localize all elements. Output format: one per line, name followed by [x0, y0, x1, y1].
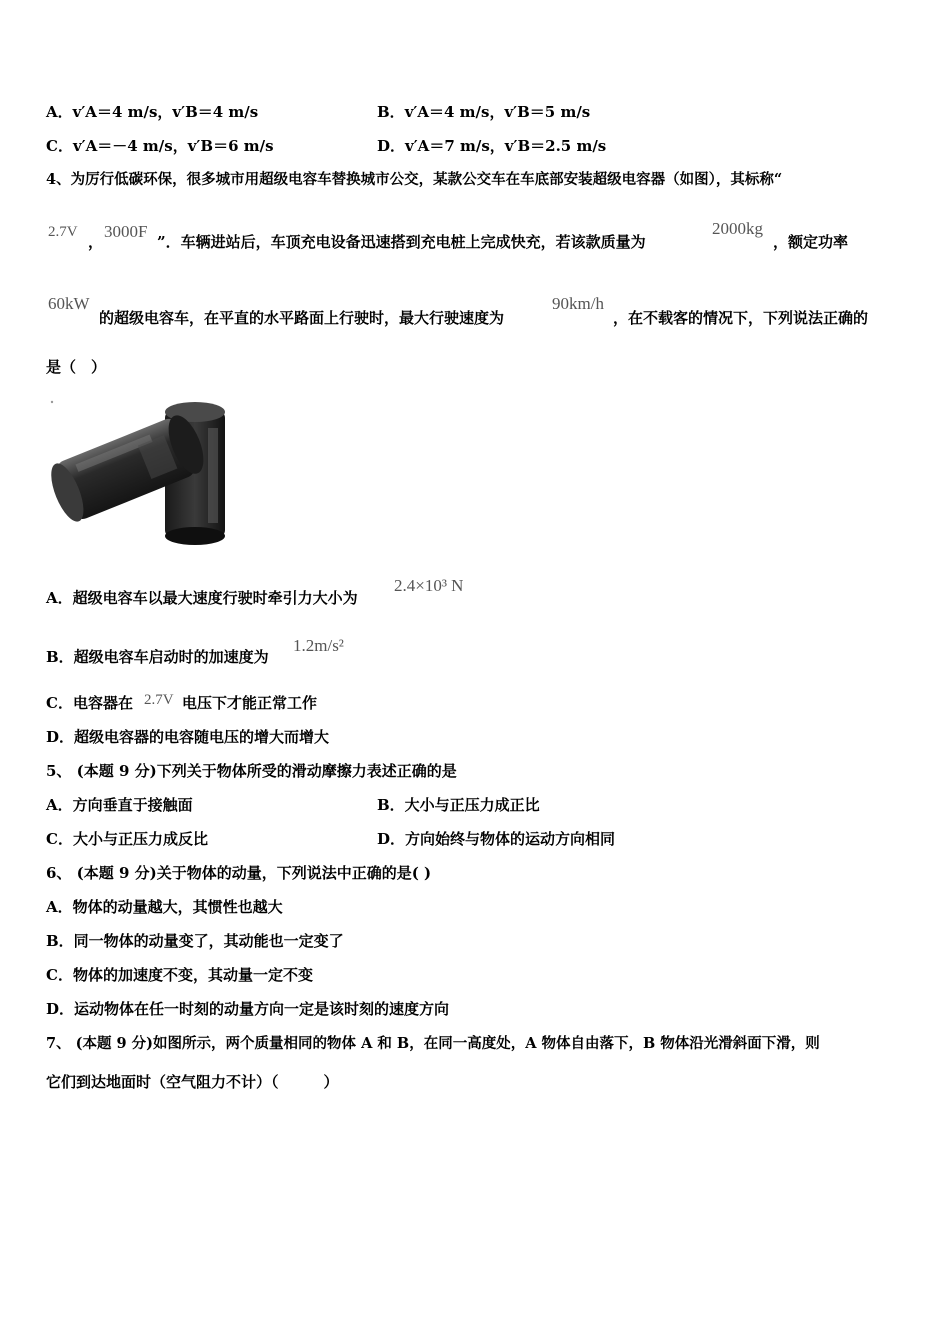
q4-stem-line2-tail: ，额定功率: [773, 233, 849, 251]
q5-option-c: C．大小与正压力成反比: [46, 830, 208, 848]
q5-option-b: B．大小与正压力成正比: [377, 796, 540, 814]
q4-math-speed: 90km/h: [552, 294, 604, 313]
q3-option-a-label: A．: [46, 103, 73, 121]
q4-math-mass: 2000kg: [712, 219, 763, 238]
q4-stem-line1: 4、为厉行低碳环保，很多城市用超级电容车替换城市公交，某款公交车在车底部安装超级电容器（如图），其标称“: [46, 171, 783, 188]
q3-option-d: [377, 136, 606, 156]
q3-option-b: [377, 102, 590, 122]
q3-option-b-label: B．: [377, 103, 405, 121]
q3-option-c-text: v′A＝－4 m/s，v′B＝6 m/s: [72, 137, 274, 155]
q3-option-a: [46, 102, 258, 122]
q3-option-d-label: D．: [377, 137, 406, 155]
q4-option-c-post: 电压下才能正常工作: [182, 694, 318, 712]
q6-option-c: C．物体的加速度不变，其动量一定不变: [46, 966, 313, 984]
q6-stem: 6、 (本题 9 分)关于物体的动量，下列说法中正确的是( ): [46, 864, 432, 882]
q4-math-voltage: 2.7V: [48, 224, 78, 240]
q3-option-c: [46, 136, 274, 156]
q5-option-d: D．方向始终与物体的运动方向相同: [377, 830, 616, 848]
q4-stem-line3-tail: ，在不载客的情况下，下列说法正确的: [613, 309, 869, 327]
q4-stem-line4: 是（ ）: [46, 358, 107, 376]
q3-option-a-text: v′A＝4 m/s，v′B＝4 m/s: [72, 103, 259, 121]
q6-option-b: B．同一物体的动量变了，其动能也一定变了: [46, 932, 344, 950]
q5-stem: 5、 (本题 9 分)下列关于物体所受的滑动摩擦力表述正确的是: [46, 762, 457, 780]
q7-stem-line2: 它们到达地面时（空气阻力不计）（ ）: [46, 1073, 339, 1091]
q6-option-d: D．运动物体在任一时刻的动量方向一定是该时刻的速度方向: [46, 1000, 450, 1018]
q4-option-b-math: 1.2m/s²: [293, 636, 344, 655]
q4-option-d: D．超级电容器的电容随电压的增大而增大: [46, 728, 330, 746]
q4-math-capacity: 3000F: [104, 222, 148, 241]
q5-option-a: A．方向垂直于接触面: [46, 796, 193, 814]
supercapacitor-image: [50, 388, 240, 553]
q4-stem-line2: ”．车辆进站后，车顶充电设备迅速搭到充电桩上完成快充，若该款质量为: [157, 233, 646, 251]
q3-option-c-label: C．: [46, 137, 73, 155]
q4-option-a: A．超级电容车以最大速度行驶时牵引力大小为: [46, 589, 358, 607]
q6-option-a: A．物体的动量越大，其惯性也越大: [46, 898, 283, 916]
q4-option-a-math: 2.4×10³ N: [394, 576, 464, 595]
q7-stem-line1: 7、 (本题 9 分)如图所示，两个质量相同的物体 A 和 B，在同一高度处，A 物体自由落下，B 物体沿光滑斜面下滑，则: [46, 1035, 820, 1052]
q4-option-b: B．超级电容车启动时的加速度为: [46, 648, 269, 666]
q4-math-power: 60kW: [48, 294, 90, 313]
q4-stem-line3: 的超级电容车，在平直的水平路面上行驶时，最大行驶速度为: [99, 309, 505, 327]
q4-comma: ，: [88, 233, 104, 251]
q3-option-d-text: v′A＝7 m/s，v′B＝2.5 m/s: [405, 137, 607, 155]
q3-option-b-text: v′A＝4 m/s，v′B＝5 m/s: [404, 103, 591, 121]
q4-option-c-math: 2.7V: [144, 692, 174, 708]
q4-option-c-pre: C．电容器在: [46, 694, 133, 712]
